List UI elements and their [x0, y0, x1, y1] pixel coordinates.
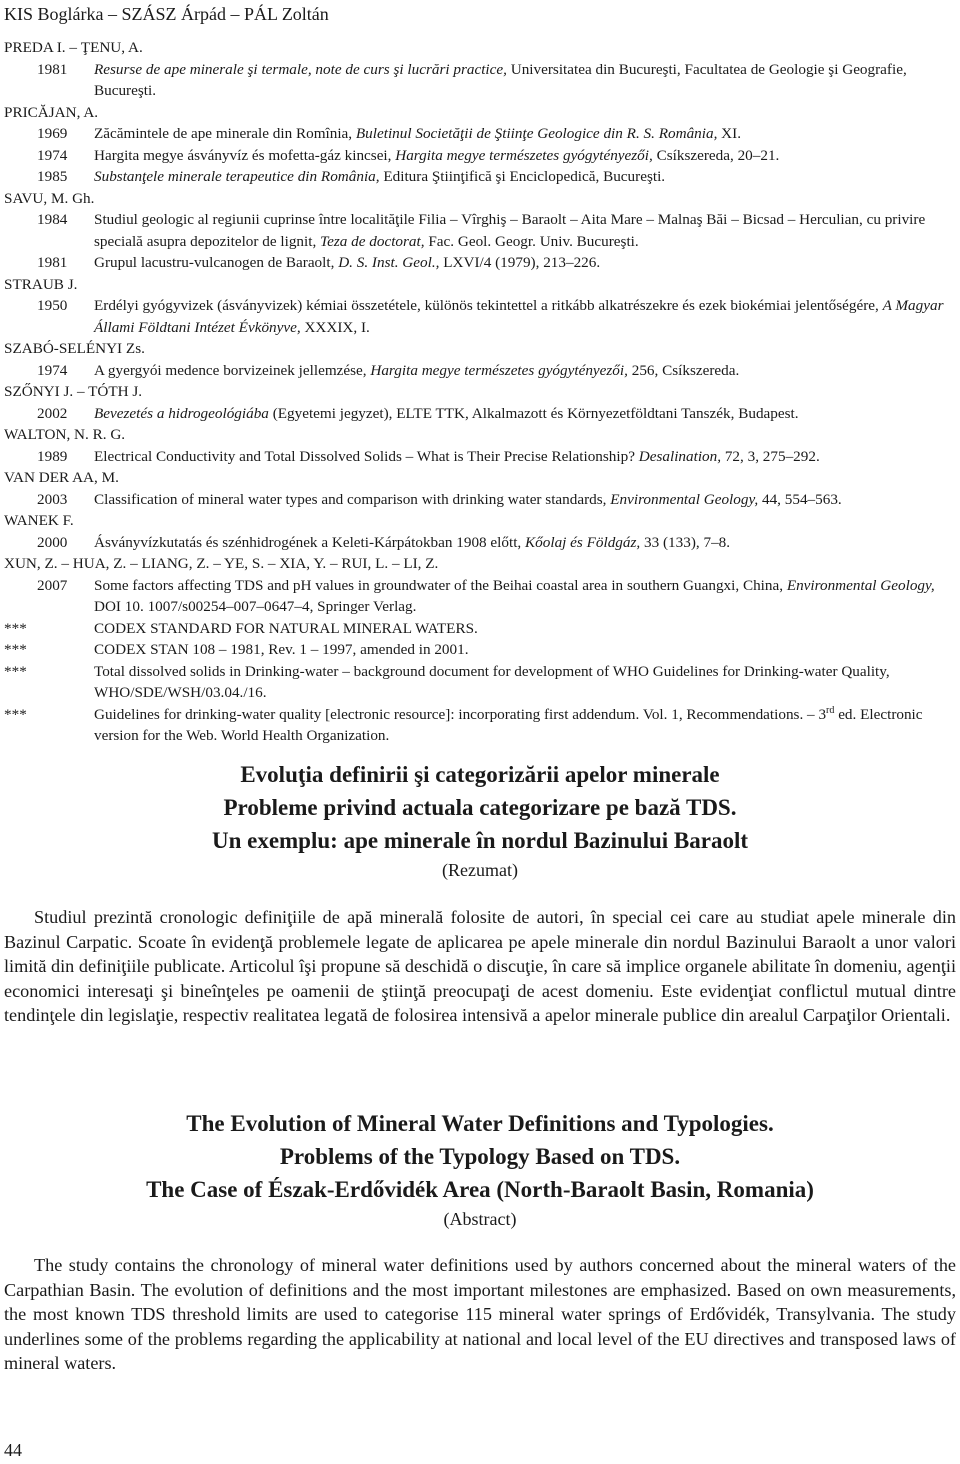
reference-part: 256, Csíkszereda. [627, 361, 740, 379]
reference-year: 2000 [37, 533, 68, 551]
reference-text [94, 295, 956, 338]
reference-author: WALTON, N. R. G. [4, 426, 126, 443]
reference-title: Hargita megye természetes gyógytényezői, [395, 146, 653, 164]
reference-part: 72, 3, 275–292. [721, 447, 820, 465]
reference-year: 1981 [37, 60, 68, 78]
reference-part: Hargita megye ásványvíz és mofetta-gáz kincsei, [94, 146, 396, 164]
romanian-abstract-title [4, 758, 956, 883]
title-line: Un exemplu: ape minerale în nordul Bazinului Baraolt [211, 828, 749, 853]
reference-text [94, 123, 956, 145]
reference-text [94, 252, 956, 274]
reference-text [94, 639, 956, 661]
reference-year: 1974 [37, 361, 68, 379]
reference-entry [4, 209, 956, 252]
reference-year: 1950 [37, 297, 68, 314]
reference-text [94, 704, 956, 747]
reference-author: PREDA I. – ŢENU, A. [4, 39, 143, 56]
reference-part: rd [826, 704, 835, 716]
reference-year: 2003 [37, 490, 68, 508]
reference-entry [4, 403, 956, 425]
reference-title: A Magyar Állami Földtani Intézet Évkönyve, [94, 297, 944, 336]
title-line: The Evolution of Mineral Water Definitions and Typologies. [186, 1111, 774, 1136]
title-line: The Case of Észak-Erdővidék Area (North-Baraolt Basin, Romania) [146, 1177, 814, 1202]
reference-year: 2002 [37, 404, 68, 422]
reference-part: Csíkszereda, 20–21. [652, 146, 780, 164]
reference-author: SZŐNYI J. – TÓTH J. [4, 383, 143, 400]
section-subtitle: (Abstract) [443, 1209, 517, 1229]
reference-part: A gyergyói medence borvizeinek jellemzése, [94, 361, 371, 379]
reference-part: Electrical Conductivity and Total Dissolved Solids – What is Their Precise Relationship? [94, 447, 639, 465]
reference-title: Bevezetés a hidrogeológiába [94, 404, 269, 422]
reference-part: XI. [717, 125, 741, 142]
reference-entry [4, 489, 956, 511]
reference-entry [4, 145, 956, 167]
reference-author: WANEK F. [4, 512, 74, 529]
reference-part: 44, 554–563. [758, 490, 842, 508]
reference-year: 1969 [37, 125, 68, 142]
running-header: KIS Boglárka – SZÁSZ Árpád – PÁL Zoltán [4, 4, 329, 24]
reference-author: VAN DER AA, M. [4, 469, 119, 486]
reference-text [94, 209, 956, 252]
reference-title: Kőolaj és Földgáz, [525, 533, 641, 551]
reference-text [94, 575, 956, 618]
reference-year: 2007 [37, 576, 68, 594]
reference-part: (Egyetemi jegyzet), ELTE TTK, Alkalmazott és Környezetföldtani Tanszék, Budapest. [268, 404, 799, 422]
reference-entry [4, 704, 956, 747]
reference-entry [4, 166, 956, 188]
reference-text [94, 446, 956, 468]
reference-text [94, 618, 956, 640]
reference-title: Hargita megye természetes gyógytényezői, [370, 361, 628, 379]
reference-author: STRAUB J. [4, 275, 78, 293]
reference-part: Universitatea din Bucureşti, Facultatea de Geologie şi Geografie, Bucureşti. [94, 60, 907, 99]
reference-author: SAVU, M. Gh. [4, 189, 95, 207]
reference-entry [4, 59, 956, 102]
reference-part: 33 (133), 7–8. [640, 533, 731, 551]
reference-text [94, 661, 956, 704]
reference-part: LXVI/4 (1979), 213–226. [439, 254, 601, 271]
title-line: Evoluţia definirii şi categorizării apelor minerale [240, 762, 720, 787]
reference-text [94, 532, 956, 554]
reference-title: Desalination, [638, 447, 722, 465]
reference-part: CODEX STAN 108 – 1981, Rev. 1 – 1997, amended in 2001. [94, 641, 469, 658]
reference-title: Resurse de ape minerale şi termale, note de curs şi lucrări practice, [94, 60, 507, 78]
reference-title: Environmental Geology, [786, 576, 935, 594]
title-line: Probleme privind actuala categorizare pe bază TDS. [223, 795, 737, 820]
reference-part: Zăcămintele de ape minerale din Romînia, [94, 125, 356, 142]
reference-part: XXXIX, I. [300, 318, 370, 336]
reference-part: Editura Ştiinţifică şi Enciclopedică, Bucureşti. [379, 168, 666, 185]
reference-part: Erdélyi gyógyvizek (ásványvizek) kémiai összetétele, különös tekintettel a ritkább alkatrészekre és ezek biokémiai jelentőségére, [94, 297, 883, 314]
reference-entry [4, 532, 956, 554]
reference-year: 1985 [37, 168, 68, 185]
reference-part: Fac. Geol. Geogr. Univ. Bucureşti. [424, 232, 639, 250]
reference-text [94, 145, 956, 167]
reference-author: SZABÓ-SELÉNYI Zs. [4, 340, 145, 357]
reference-entry [4, 360, 956, 382]
reference-text [94, 59, 956, 102]
reference-list [4, 37, 956, 747]
reference-entry [4, 661, 956, 704]
reference-year: *** [4, 619, 27, 637]
reference-part: Grupul lacustru-vulcanogen de Baraolt, [94, 254, 339, 271]
reference-entry [4, 575, 956, 618]
reference-title: Buletinul Societăţii de Ştiinţe Geologice din R. S. România, [355, 125, 718, 142]
title-line: Problems of the Typology Based on TDS. [279, 1144, 681, 1169]
reference-author: XUN, Z. – HUA, Z. – LIANG, Z. – YE, S. – XIA, Y. – RUI, L. – LI, Z. [4, 555, 439, 572]
reference-part: Ásványvízkutatás és szénhidrogének a Keleti-Kárpátokban 1908 előtt, [94, 533, 526, 551]
reference-entry [4, 618, 956, 640]
reference-entry [4, 123, 956, 145]
reference-part: Total dissolved solids in Drinking-water – background document for development of WHO Guidelines for Drinking-water Quality, WHO/SDE/WSH/03.04./16. [94, 662, 890, 701]
reference-part: DOI 10. 1007/s00254–007–0647–4, Springer Verlag. [94, 598, 417, 615]
reference-year: *** [4, 641, 27, 658]
reference-year: 1981 [37, 254, 68, 271]
reference-entry [4, 446, 956, 468]
english-abstract-title [4, 1107, 956, 1232]
reference-part: CODEX STANDARD FOR NATURAL MINERAL WATERS. [94, 619, 478, 637]
section-subtitle: (Rezumat) [442, 860, 518, 880]
reference-title: Teza de doctorat, [320, 232, 425, 250]
page-number: 44 [4, 1440, 22, 1460]
reference-entry [4, 639, 956, 661]
romanian-abstract-text: Studiul prezintă cronologic definiţiile de apă minerală folosite de autori, în special cei care au studiat apele minerale din Bazinul Carpatic. Scoate în evidenţă problemele legate de aplicarea pe apele minerale din nordul Bazinului Baraolt a unor valori limită din definiţiile publicate. Articolul îşi propune să deschidă o discuţie, în care să implice organele abilitate în domeniu, agenţii economici interesaţi şi bineînţeles pe oamenii de ştiinţă preocupaţi de acest domeniu. Este evidenţiat conflictul mutual dintre tendinţele din legislaţie, respectiv realitatea legată de folosirea intensivă a apelor minerale publice din arealul Carpaţilor Orientali. [4, 907, 956, 1025]
reference-year: *** [4, 662, 27, 680]
reference-title: Substanţele minerale terapeutice din România, [94, 168, 380, 185]
reference-entry [4, 295, 956, 338]
reference-part: Studiul geologic al regiunii cuprinse între localităţile Filia – Vîrghiş – Baraolt – Aita Mare – Malnaş Băi – Bicsad – Herculian, cu privire specială asupra depozitelor de lignit, [94, 211, 926, 250]
reference-title: Environmental Geology, [610, 490, 759, 508]
reference-year: 1989 [37, 447, 68, 465]
reference-text [94, 489, 956, 511]
reference-text [94, 166, 956, 188]
reference-year: 1974 [37, 146, 68, 164]
reference-year: 1984 [37, 211, 68, 228]
reference-part: ed. Electronic version for the Web. World Health Organization. [94, 705, 923, 744]
reference-text [94, 403, 956, 425]
reference-part: Classification of mineral water types and comparison with drinking water standards, [94, 490, 611, 508]
reference-entry [4, 252, 956, 274]
reference-year: *** [4, 705, 27, 723]
reference-part: Some factors affecting TDS and pH values in groundwater of the Beihai coastal area in southern Guangxi, China, [94, 576, 787, 594]
reference-title: D. S. Inst. Geol., [338, 254, 440, 271]
english-abstract-text: The study contains the chronology of mineral water definitions used by authors concerned about the mineral waters of the Carpathian Basin. The evolution of definitions and the most important milestones are emphasized. Based on own measurements, the most known TDS threshold limits are used to categorise 115 mineral water springs of Erdővidék, Transylvania. The study underlines some of the problems regarding the applicability at national and local level of the EU directives and transposed laws of mineral waters. [4, 1255, 956, 1373]
reference-author: PRICĂJAN, A. [4, 103, 99, 121]
reference-part: Guidelines for drinking-water quality [electronic resource]: incorporating first addendum. Vol. 1, Recommendations. – 3 [94, 705, 827, 723]
reference-text [94, 360, 956, 382]
